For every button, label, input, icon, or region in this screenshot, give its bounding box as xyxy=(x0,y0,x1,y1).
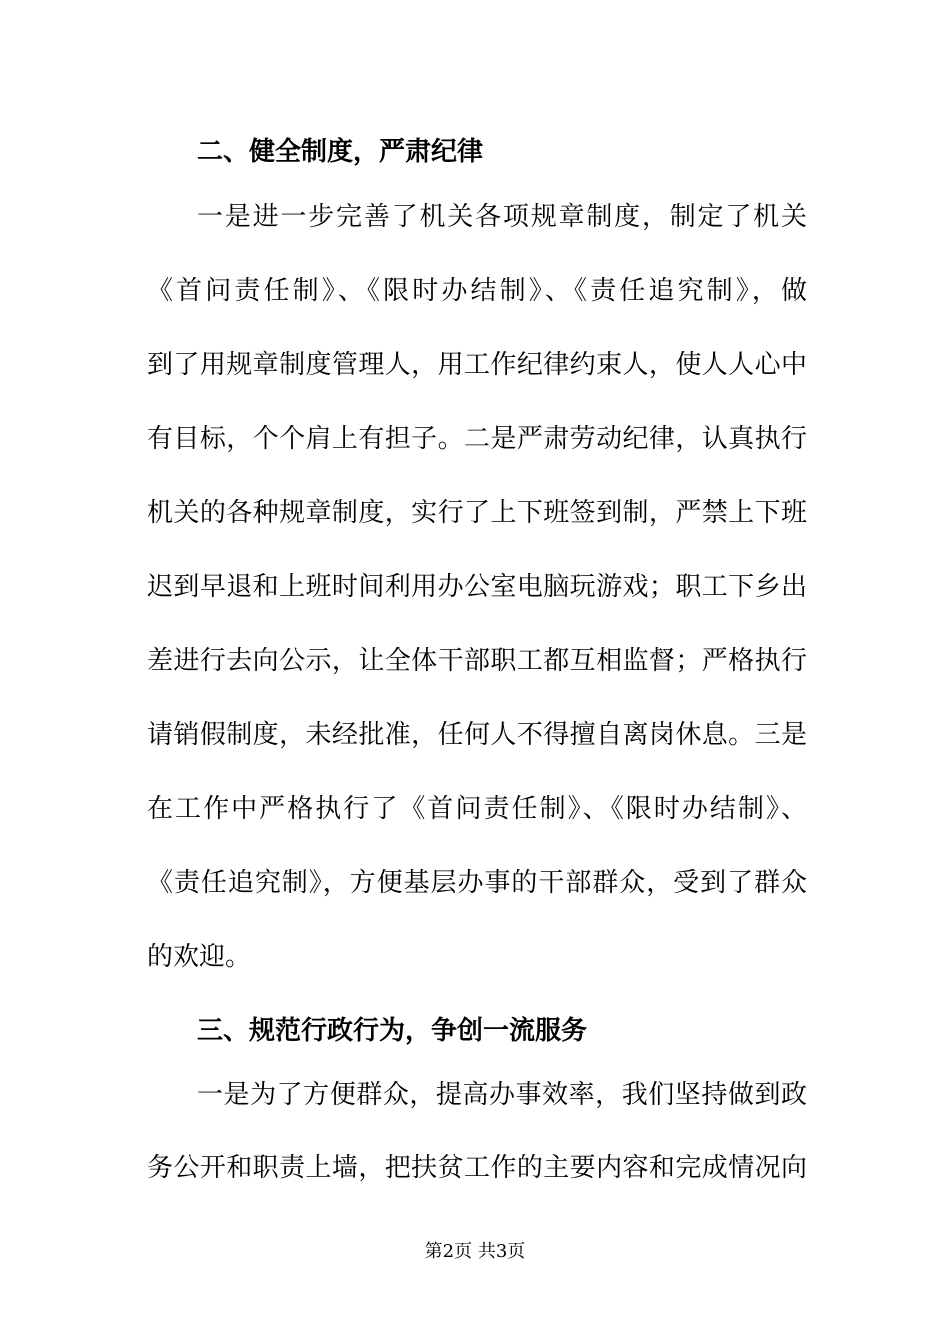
paragraph-line: 务公开和职责上墙，把扶贫工作的主要内容和完成情况向 xyxy=(147,1153,807,1183)
paragraph-line: 的欢迎。 xyxy=(147,942,252,972)
paragraph-line: 差进行去向公示，让全体干部职工都互相监督；严格执行 xyxy=(147,646,807,676)
paragraph-line: 《首问责任制》、《限时办结制》、《责任追究制》，做 xyxy=(147,276,807,306)
paragraph-line: 《责任追究制》，方便基层办事的干部群众，受到了群众 xyxy=(147,868,807,898)
page-number-footer: 第2页 共3页 xyxy=(424,1241,526,1262)
paragraph-line: 有目标，个个肩上有担子。二是严肃劳动纪律，认真执行 xyxy=(147,424,807,454)
paragraph-line: 请销假制度，未经批准，任何人不得擅自离岗休息。三是 xyxy=(147,720,807,750)
section-heading-3: 三、规范行政行为，争创一流服务 xyxy=(197,1016,588,1046)
paragraph-line: 一是为了方便群众，提高办事效率，我们坚持做到政 xyxy=(197,1080,807,1110)
paragraph-line: 到了用规章制度管理人，用工作纪律约束人，使人人心中 xyxy=(147,350,807,380)
paragraph-line: 迟到早退和上班时间利用办公室电脑玩游戏；职工下乡出 xyxy=(147,572,807,602)
paragraph-line: 机关的各种规章制度，实行了上下班签到制，严禁上下班 xyxy=(147,498,807,528)
paragraph-line: 在工作中严格执行了《首问责任制》、《限时办结制》、 xyxy=(147,794,807,824)
section-heading-2: 二、健全制度，严肃纪律 xyxy=(197,137,484,167)
paragraph-line: 一是进一步完善了机关各项规章制度，制定了机关 xyxy=(197,202,807,232)
